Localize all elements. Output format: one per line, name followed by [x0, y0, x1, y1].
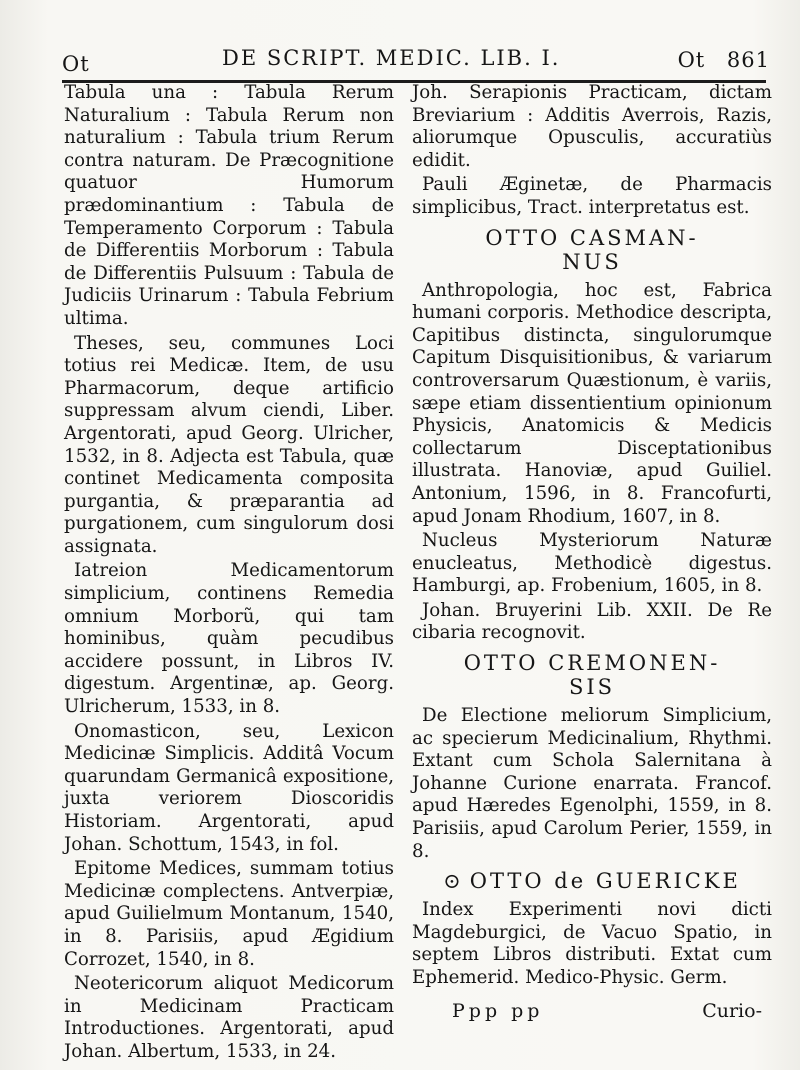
author-heading-line: NUS	[562, 249, 622, 274]
paragraph: Pauli Æginetæ, de Pharmacis simplicibus, Tract. interpretatus est.	[412, 174, 772, 218]
author-heading-line: OTTO de GUERICKE	[469, 869, 741, 894]
paragraph: Index Experimenti novi dicti Magdeburgici, de Vacuo Spatio, in septem Libros distributi. Extat cum Ephemerid. Medico-Physic. Germ.	[412, 899, 772, 988]
header-right	[664, 48, 770, 72]
entry-otto-cremonensis	[412, 651, 772, 863]
catchword: Curio-	[702, 1000, 762, 1022]
paragraph: Epitome Medices, summam totius Medicinæ complectens. Antverpiæ, apud Guilielmum Montanum, 1540, in 8. Parisiis, apud Ægidium Corrozet, 1540, in 8.	[64, 858, 394, 970]
paragraph: De Electione meliorum Simplicium, ac specierum Medicinalium, Rhythmi. Extant cum Schola Salernitana à Johanne Curione enarrata. Francof. apud Hæredes Egenolphi, 1559, in 8. Parisiis, apud Carolum Perier, 1559, in 8.	[412, 705, 772, 862]
author-heading-line: OTTO CASMAN-	[485, 225, 699, 250]
right-column	[412, 82, 772, 1030]
paragraph: Anthropologia, hoc est, Fabrica humani corporis. Methodice descripta, Capitibus distincta, singulorumque Capitum Disquisitionibus, & variarum controversarum Quæstionum, è variis, sæpe etiam dissentientium opinionum Physicis, Anatomicis & Medicis collectarum Disceptationibus illustrata. Hanoviæ, apud Guiliel. Antonium, 1596, in 8. Francofurti, apud Jonam Rhodium, 1607, in 8.	[412, 279, 772, 527]
author-heading-line: SIS	[568, 675, 616, 700]
left-column	[64, 82, 394, 1062]
paragraph: Tabula una : Tabula Rerum Naturalium : Tabula Rerum non naturalium : Tabula trium Rerum contra naturam. De Præcognitione quatuor Humorum prædominantium : Tabula de Temperamento Corporum : Tabula de Differentiis Morborum : Tabula de Differentiis Pulsuum : Tabula de Judiciis Urinarum : Tabula Febrium ultima.	[64, 82, 394, 329]
author-heading-line: OTTO CREMONEN-	[463, 651, 721, 676]
paragraph: Neotericorum aliquot Medicorum in Medicinam Practicam Introductiones. Argentorati, apud Johan. Albertum, 1533, in 24.	[64, 973, 394, 1062]
page-number: 861	[726, 48, 770, 72]
paragraph: Iatreion Medicamentorum simplicium, continens Remedia omnium Morborũ, qui tam hominibus, quàm pecudibus accidere possunt, in Libros IV. digestum. Argentinæ, ap. Georg. Ulricherum, 1533, in 8.	[64, 560, 394, 718]
signature-mark: Ppp pp	[452, 1000, 544, 1022]
author-heading	[412, 869, 772, 893]
paragraph: Onomasticon, seu, Lexicon Medicinæ Simplicis. Additâ Vocum quarundam Germanicâ expositione, juxta veriorem Dioscoridis Historiam. Argentorati, apud Johan. Schottum, 1543, in fol.	[64, 720, 394, 855]
author-heading	[412, 651, 772, 699]
paragraph: Joh. Serapionis Practicam, dictam Breviarium : Additis Averrois, Razis, aliorumque Opusculis, accuratiùs edidit.	[412, 82, 772, 171]
paragraph: Johan. Bruyerini Lib. XXII. De Re cibaria recognovit.	[412, 599, 772, 644]
header-left-word: Ot	[62, 52, 90, 76]
header-right-word: Ot	[677, 48, 706, 72]
paragraph: Nucleus Mysteriorum Naturæ enucleatus, Methodicè digestus. Hamburgi, ap. Frobenium, 1605, in 8.	[412, 530, 772, 597]
header-title: DE SCRIPT. MEDIC. LIB. I.	[222, 46, 561, 70]
paragraph: Theses, seu, communes Loci totius rei Medicæ. Item, de usu Pharmacorum, deque artificio suppressam alvum ciendi, Liber. Argentorati, apud Georg. Ulricher, 1532, in 8. Adjecta est Tabula, quæ continet Medicamenta composita purgantia, & præparantia ad purgationem, cum singulorum dosi assignata.	[64, 332, 394, 557]
entry-otto-casmannus	[412, 226, 772, 646]
circled-dot-mark-icon: ⊙	[443, 869, 464, 894]
entry-otto-de-guericke	[412, 869, 772, 989]
author-heading	[412, 226, 772, 274]
running-header	[62, 46, 770, 80]
